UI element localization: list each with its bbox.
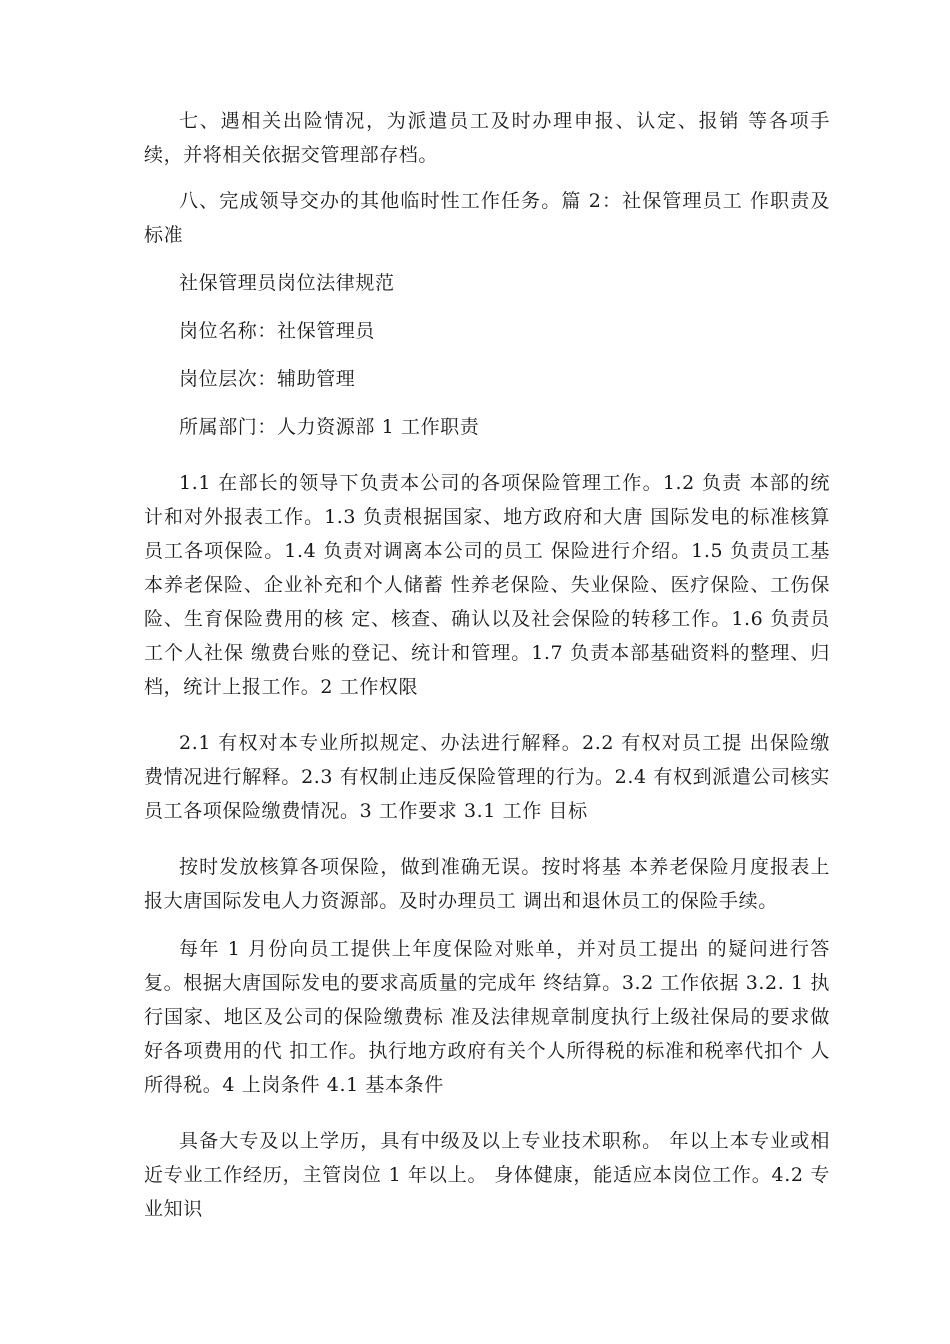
paragraph-duties: 1.1 在部长的领导下负责本公司的各项保险管理工作。1.2 负责 本部的统计和对外报表工作。1.3 负责根据国家、地方政府和大唐 国际发电的标准核算员工各项保险。1.4 负责对调离本公司的员工 保险进行介绍。1.5 负责员工基本养老保险、企业补充和个人储蓄 性养老保险、失业保险、医疗保险、工伤保险、生育保险费用的核 定、核查、确认以及社会保险的转移工作。1.6 负责员工个人社保 缴费台账的登记、统计和管理。1.7 负责本部基础资料的整理、归 档，统计上报工作。2 工作权限 bbox=[144, 472, 830, 698]
paragraph-qualifications: 具备大专及以上学历，具有中级及以上专业技术职称。 年以上本专业或相近专业工作经历，主管岗位 1 年以上。 身体健康，能适应本岗位工作。4.2 专业知识 bbox=[144, 1130, 830, 1220]
paragraph-authority: 2.1 有权对本专业所拟规定、办法进行解释。2.2 有权对员工提 出保险缴费情况进行解释。2.3 有权制止违反保险管理的行为。2.4 有权到派遣公司核实员工各项保险缴费情况。3 工作要求 3.1 工作 目标 bbox=[144, 732, 830, 822]
paragraph-department: 所属部门：人力资源部 1 工作职责 bbox=[179, 416, 480, 438]
paragraph-accident-handling: 七、遇相关出险情况，为派遣员工及时办理申报、认定、报销 等各项手续，并将相关依据交管理部存档。 bbox=[144, 110, 830, 166]
paragraph-position-level: 岗位层次：辅助管理 bbox=[179, 368, 356, 390]
paragraph-work-basis: 每年 1 月份向员工提供上年度保险对账单，并对员工提出 的疑问进行答复。根据大唐国际发电的要求高质量的完成年 终结算。3.2 工作依据 3.2. 1 执行国家、地区及公司的保险缴费标 准及法律规章制度执行上级社保局的要求做好各项费用的代 扣工作。执行地方政府有关个人所得税的标准和税率代扣个 人所得税。4 上岗条件 4.1 基本条件 bbox=[144, 938, 830, 1096]
paragraph-temporary-tasks: 八、完成领导交办的其他临时性工作任务。篇 2：社保管理员工 作职责及标准 bbox=[144, 190, 830, 246]
paragraph-work-goals: 按时发放核算各项保险，做到准确无误。按时将基 本养老保险月度报表上报大唐国际发电人力资源部。及时办理员工 调出和退休员工的保险手续。 bbox=[144, 856, 830, 912]
paragraph-position-spec-title: 社保管理员岗位法律规范 bbox=[179, 272, 395, 294]
paragraph-position-name: 岗位名称：社保管理员 bbox=[179, 320, 376, 342]
